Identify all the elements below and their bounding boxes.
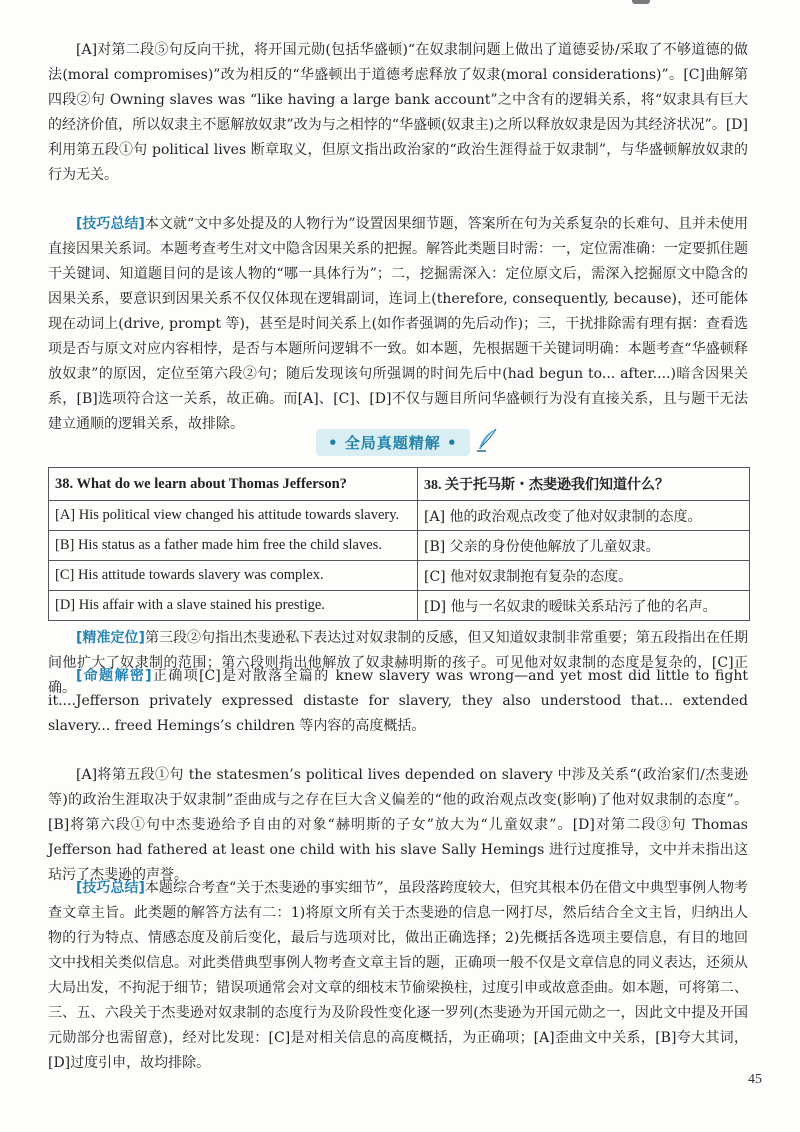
table-row bbox=[49, 561, 750, 591]
section-banner-label: • 全局真题精解 • bbox=[316, 429, 470, 456]
option-c-en: [C] His attitude towards slavery was complex. bbox=[49, 561, 418, 591]
skill-summary-paragraph-1 bbox=[48, 212, 748, 437]
quill-icon bbox=[474, 427, 500, 457]
option-d-zh: [D] 他与一名奴隶的暧昧关系玷污了他的名声。 bbox=[418, 591, 750, 621]
table-row bbox=[49, 531, 750, 561]
question-zh: 38. 关于托马斯・杰斐逊我们知道什么？ bbox=[418, 468, 750, 501]
option-b-zh: [B] 父亲的身份使他解放了儿童奴隶。 bbox=[418, 531, 750, 561]
skill-summary-paragraph-2 bbox=[48, 876, 748, 1076]
option-b-en: [B] His status as a father made him free the child slaves. bbox=[49, 531, 418, 561]
analysis-paragraph-distractors: [A]对第二段⑤句反向干扰，将开国元勋(包括华盛顿)“在奴隶制问题上做出了道德妥协/采取了不够道德的做法(moral compromises)”改为相反的“华盛顿出于道德考虑释放了奴隶(moral considerations)”。[C]曲解第四段②句 Owning slaves was “like having a large bank account”之中含有的逻辑关系，将“奴隶具有巨大的经济价值，所以奴隶主不愿解放奴隶”改为与之相悖的“华盛顿(奴隶主)之所以释放奴隶是因为其经济状况”。[D]利用第五段①句 political lives 断章取义，但原文指出政治家的“政治生涯得益于奴隶制”，与华盛顿解放奴隶的行为无关。 bbox=[48, 42, 748, 183]
question-table bbox=[48, 467, 750, 621]
question-decode-paragraph bbox=[48, 664, 748, 739]
precise-location-text: 第三段②句指出杰斐逊私下表达过对奴隶制的反感，但又知道奴隶制非常重要；第五段指出在任期间他扩大了奴隶制的范围；第六段则指出他解放了奴隶赫明斯的孩子。可见他对奴隶制的态度是复杂的，[C]正确。 bbox=[48, 630, 749, 696]
option-d-en: [D] His affair with a slave stained his prestige. bbox=[49, 591, 418, 621]
top-edge-mark bbox=[632, 0, 650, 4]
table-row bbox=[49, 591, 750, 621]
table-row bbox=[49, 501, 750, 531]
skill-summary-tag: [技巧总结] bbox=[76, 216, 145, 232]
skill-summary-text-2: 本题综合考查“关于杰斐逊的事实细节”，虽段落跨度较大，但究其根本仍在借文中典型事例人物考查文章主旨。此类题的解答方法有二：1)将原文所有关于杰斐逊的信息一网打尽，然后结合全文主旨，归纳出人物的行为特点、情感态度及前后变化，最后与选项对比，做出正确选择；2)先概括各选项主要信息，有目的地回文中找相关类似信息。对此类借典型事例人物考查文章主旨的题，正确项一般不仅是文章信息的同义表达，还须从大局出发，不拘泥于细节；错误项通常会对文章的细枝末节偷梁换柱，过度引申或故意歪曲。如本题，可将第二、三、五、六段关于杰斐逊对奴隶制的态度行为及阶段性变化逐一罗列(杰斐逊为开国元勋之一，因此文中提及开国元勋部分也需留意)，经对比发现：[C]是对相关信息的高度概括，为正确项；[A]歪曲文中关系，[B]夸大其词，[D]过度引申，故均排除。 bbox=[48, 880, 749, 1071]
skill-summary-tag-2: [技巧总结] bbox=[76, 880, 145, 896]
question-decode-text: 正确项[C]是对散落全篇的 knew slavery was wrong—and yet most did little to fight it....Jefferson privately expressed distaste for slavery, they also understood that... extended slavery... freed Hemings’s children 等内容的高度概括。 bbox=[48, 668, 748, 734]
skill-summary-text: 本文就“文中多处提及的人物行为”设置因果细节题，答案所在句为关系复杂的长难句、且并未使用直接因果关系词。本题考查考生对文中隐含因果关系的把握。解答此类题目时需：一，定位需准确：一定要抓住题干关键词、知道题目问的是该人物的“哪一具体行为”；二，挖掘需深入：定位原文后，需深入挖掘原文中隐含的因果关系，要意识到因果关系不仅仅体现在逻辑副词，连词上(therefore, consequently, because)，还可能体现在动词上(drive, prompt 等)，甚至是时间关系上(如作者强调的先后动作)；三，干扰排除需有理有据：查看选项是否与原文对应内容相悖，是否与本题所问逻辑不一致。如本题，先根据题干关键词明确：本题考查“华盛顿释放奴隶”的原因，定位至第六段②句；随后发现该句所强调的时间先后中(had begun to... after....)暗含因果关系，[B]选项符合这一关系，故正确。而[A]、[C]、[D]不仅与题目所问华盛顿行为没有直接关系，且与题干无法建立通顺的逻辑关系，故排除。 bbox=[48, 216, 749, 432]
page-number: 45 bbox=[748, 1072, 762, 1087]
option-a-en: [A] His political view changed his attitude towards slavery. bbox=[49, 501, 418, 531]
question-decode-tag: [命题解密] bbox=[76, 668, 152, 684]
precise-location-tag: [精准定位] bbox=[76, 630, 145, 646]
table-row bbox=[49, 468, 750, 501]
question-en: 38. What do we learn about Thomas Jefferson? bbox=[49, 468, 418, 501]
section-banner bbox=[316, 426, 500, 458]
distractor-analysis-paragraph: [A]将第五段①句 the statesmen’s political lives depended on slavery 中涉及关系“(政治家们/杰斐逊等)的政治生涯取决于奴隶制”歪曲成与之存在巨大含义偏差的“他的政治观点改变(影响)了他对奴隶制的态度”。[B]将第六段①句中杰斐逊给予自由的对象“赫明斯的子女”放大为“儿童奴隶”。[D]对第二段③句 Thomas Jefferson had fathered at least one child with his slave Sally Hemings 进行过度推导，文中并未指出这玷污了杰斐逊的声誉。 bbox=[48, 767, 748, 883]
option-a-zh: [A] 他的政治观点改变了他对奴隶制的态度。 bbox=[418, 501, 750, 531]
option-c-zh: [C] 他对奴隶制抱有复杂的态度。 bbox=[418, 561, 750, 591]
